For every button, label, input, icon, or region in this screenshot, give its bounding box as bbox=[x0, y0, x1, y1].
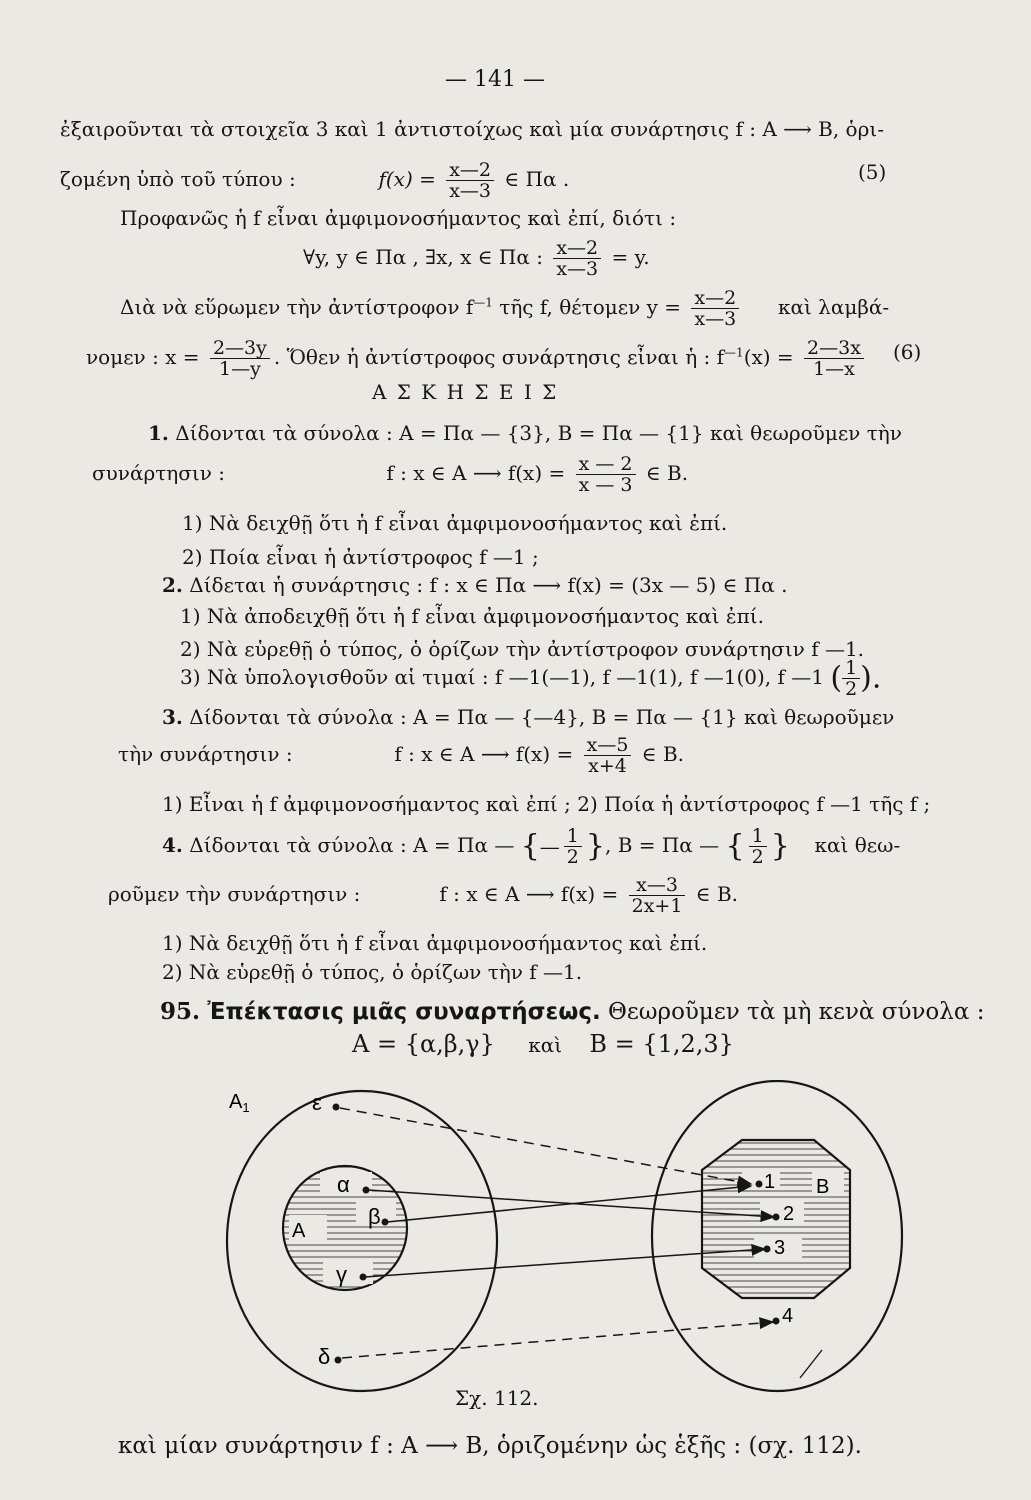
exercise-number: 4. bbox=[162, 833, 183, 857]
fraction: $\frac{2—3y}{1—y}$ bbox=[210, 338, 270, 379]
equation-tag-5: (5) bbox=[858, 160, 887, 184]
text: Δίδονται τὰ σύνολα : A = Πα — bbox=[189, 833, 515, 857]
text: Δίδεται ἡ συνάρτησις : f : x ∈ Πα ⟶ f(x) = (3x — 5) ∈ Πα . bbox=[189, 573, 788, 597]
exercise-2-line-1 bbox=[162, 573, 787, 597]
label-a: A bbox=[292, 1220, 306, 1242]
text: , B = Πα — bbox=[604, 833, 720, 857]
mapping-diagram bbox=[0, 1080, 1031, 1400]
section-number: 95. bbox=[160, 998, 201, 1025]
formula: f : x ∈ A ⟶ f(x) = bbox=[394, 742, 574, 766]
quantifier-text: ∀y, y ∈ Πα , ∃x, x ∈ Πα : bbox=[303, 245, 543, 269]
sets-line bbox=[352, 1032, 734, 1057]
equation-tag-6: (6) bbox=[893, 340, 922, 364]
label-delta: δ bbox=[318, 1344, 331, 1369]
exercise-3-line-1 bbox=[162, 705, 894, 729]
label-2: 2 bbox=[783, 1203, 795, 1225]
fraction: $\frac{1}{2}$ bbox=[842, 658, 860, 699]
text: (x) = bbox=[743, 345, 794, 369]
exercise-1-q1: 1) Νὰ δειχθῇ ὅτι ἡ f εἶναι ἀμφιμονοσήμαντος καὶ ἐπί. bbox=[182, 511, 728, 535]
text: τῆς f, θέτομεν y = bbox=[499, 295, 682, 319]
formula-tail: ∈ Πα . bbox=[504, 167, 570, 191]
set-a: A = {α,β,γ} bbox=[352, 1030, 495, 1058]
text: καὶ θεω- bbox=[814, 833, 901, 857]
label-gamma: γ bbox=[336, 1262, 347, 1287]
text: νομεν : x = bbox=[86, 345, 200, 369]
exercise-2-q2: 2) Νὰ εὑρεθῇ ὁ τύπος, ὁ ὁρίζων τὴν ἀντίστροφον συνάρτησιν f —1. bbox=[180, 637, 865, 661]
arrow-epsilon-1 bbox=[340, 1108, 751, 1184]
fraction: $\frac{x—2}{x—3}$ bbox=[553, 238, 601, 279]
fraction: $\frac{x—3}{2x+1}$ bbox=[629, 875, 686, 916]
exercise-number: 2. bbox=[162, 573, 183, 597]
exercises-heading: Α Σ Κ Η Σ Ε Ι Σ bbox=[372, 380, 559, 404]
intro-line-4 bbox=[303, 238, 650, 279]
intro-line-2 bbox=[60, 160, 569, 201]
exercise-3-q1: 1) Εἶναι ἡ f ἀμφιμονοσήμαντος καὶ ἐπί ; 2) Ποία ἡ ἀντίστροφος f —1 τῆς f ; bbox=[162, 792, 931, 816]
text: ρoῦμεν τὴν συνάρτησιν : bbox=[108, 882, 361, 906]
exercise-1-line-1 bbox=[148, 421, 902, 445]
arrow-beta-1 bbox=[387, 1186, 751, 1222]
text: 3) Νὰ ὑπολογισθοῦν αἱ τιμαί : f —1(—1), f —1(1), f —1(0), f —1 bbox=[180, 665, 824, 689]
exercise-2-q1: 1) Νὰ ἀποδειχθῇ ὅτι ἡ f εἶναι ἀμφιμονοσήμαντος καὶ ἐπί. bbox=[180, 604, 764, 628]
intro-text: ζομένη ὑπὸ τοῦ τύπου : bbox=[60, 167, 296, 191]
label-beta: β bbox=[368, 1204, 381, 1229]
exercise-number: 3. bbox=[162, 705, 183, 729]
section-95-line bbox=[160, 1000, 984, 1024]
formula: f : x ∈ A ⟶ f(x) = bbox=[439, 882, 619, 906]
text: τὴν συνάρτησιν : bbox=[118, 742, 293, 766]
text: ∈ B. bbox=[645, 461, 689, 485]
label-epsilon: ε bbox=[312, 1090, 322, 1115]
exercise-4-q1: 1) Νὰ δειχθῇ ὅτι ἡ f εἶναι ἀμφιμονοσήμαντος καὶ ἐπί. bbox=[162, 931, 708, 955]
intro-line-5 bbox=[120, 288, 889, 329]
exercise-2-q3: 3) Νὰ ὑπολογισθοῦν αἱ τιμαί : f —1(—1), f —1(1), f —1(0), f —1 ( $\frac{1}{2}$ ). bbox=[180, 657, 882, 700]
formula: f : x ∈ A ⟶ f(x) = bbox=[386, 461, 566, 485]
text: καὶ bbox=[528, 1033, 563, 1057]
fraction: $\frac{x—2}{x—3}$ bbox=[446, 160, 494, 201]
label-3: 3 bbox=[774, 1237, 786, 1259]
text: ∈ B. bbox=[641, 742, 684, 766]
text: . Ὅθεν ἡ ἀντίστροφος συνάρτησις εἶναι ἡ : f bbox=[273, 345, 725, 369]
fraction: $\frac{1}{2}$ bbox=[564, 826, 582, 867]
exercise-3-line-2 bbox=[118, 735, 684, 776]
superscript: —1 bbox=[473, 295, 493, 310]
exercise-1-q2: 2) Ποία εἶναι ἡ ἀντίστροφος f —1 ; bbox=[182, 545, 539, 569]
label-1: 1 bbox=[764, 1171, 776, 1193]
page-number: — 141 — bbox=[445, 67, 545, 92]
text: ∈ B. bbox=[695, 882, 738, 906]
superscript: —1 bbox=[724, 345, 744, 360]
intro-line-1: ἐξαιροῦνται τὰ στοιχεῖα 3 καὶ 1 ἀντιστοίχως καὶ μία συνάρτησις f : A ⟶ B, ὁρι- bbox=[60, 117, 884, 141]
exercise-4-line-2 bbox=[108, 875, 738, 916]
intro-line-6 bbox=[86, 338, 868, 379]
formula-f: f(x) = bbox=[378, 167, 436, 191]
fraction: $\frac{1}{2}$ bbox=[749, 826, 767, 867]
figure-caption: Σχ. 112. bbox=[455, 1386, 539, 1410]
closing-line: καὶ μίαν συνάρτησιν f : A ⟶ B, ὁριζομένην ὡς ἑξῆς : (σχ. 112). bbox=[118, 1433, 862, 1459]
label-b: B bbox=[816, 1176, 830, 1198]
fraction: $\frac{2—3x}{1—x}$ bbox=[804, 338, 864, 379]
exercise-1-line-2 bbox=[92, 454, 688, 495]
text: Δίδονται τὰ σύνολα : A = Πα — {—4}, B = Πα — {1} καὶ θεωροῦμεν bbox=[189, 705, 895, 729]
text: Διὰ νὰ εὕρωμεν τὴν ἀντίστροφον f bbox=[120, 295, 474, 319]
exercise-4-line-1: 4. Δίδονται τὰ σύνολα : A = Πα — {— $\frac{1}{2}$ }, B = Πα — { $\frac{1}{2}$ } καὶ θεω- bbox=[162, 825, 901, 868]
fraction: $\frac{x — 2}{x — 3}$ bbox=[576, 454, 636, 495]
arrow-delta-4 bbox=[342, 1322, 773, 1358]
fraction: $\frac{x—5}{x+4}$ bbox=[584, 735, 632, 776]
fraction: $\frac{x—2}{x—3}$ bbox=[691, 288, 739, 329]
section-title: Ἐπέκτασις μιᾶς συναρτήσεως. bbox=[207, 999, 601, 1025]
label-4: 4 bbox=[782, 1305, 794, 1327]
text: Δίδονται τὰ σύνολα : A = Πα — {3}, B = Πα — {1} καὶ θεωροῦμεν τὴν bbox=[175, 421, 902, 445]
text: Θεωροῦμεν τὰ μὴ κενὰ σύνολα : bbox=[608, 999, 985, 1025]
exercise-4-q2: 2) Νὰ εὑρεθῇ ὁ τύπος, ὁ ὁρίζων τὴν f —1. bbox=[162, 960, 583, 984]
intro-line-3: Προφανῶς ἡ f εἶναι ἀμφιμονοσήμαντος καὶ ἐπί, διότι : bbox=[120, 206, 677, 230]
label-alpha: α bbox=[337, 1172, 350, 1197]
text: συνάρτησιν : bbox=[92, 461, 226, 485]
formula-tail: = y. bbox=[611, 245, 650, 269]
exercise-number: 1. bbox=[148, 421, 169, 445]
label-a1: $A_1$ bbox=[229, 1091, 250, 1115]
set-b: B = {1,2,3} bbox=[589, 1030, 734, 1058]
text: καὶ λαμβά- bbox=[777, 295, 890, 319]
